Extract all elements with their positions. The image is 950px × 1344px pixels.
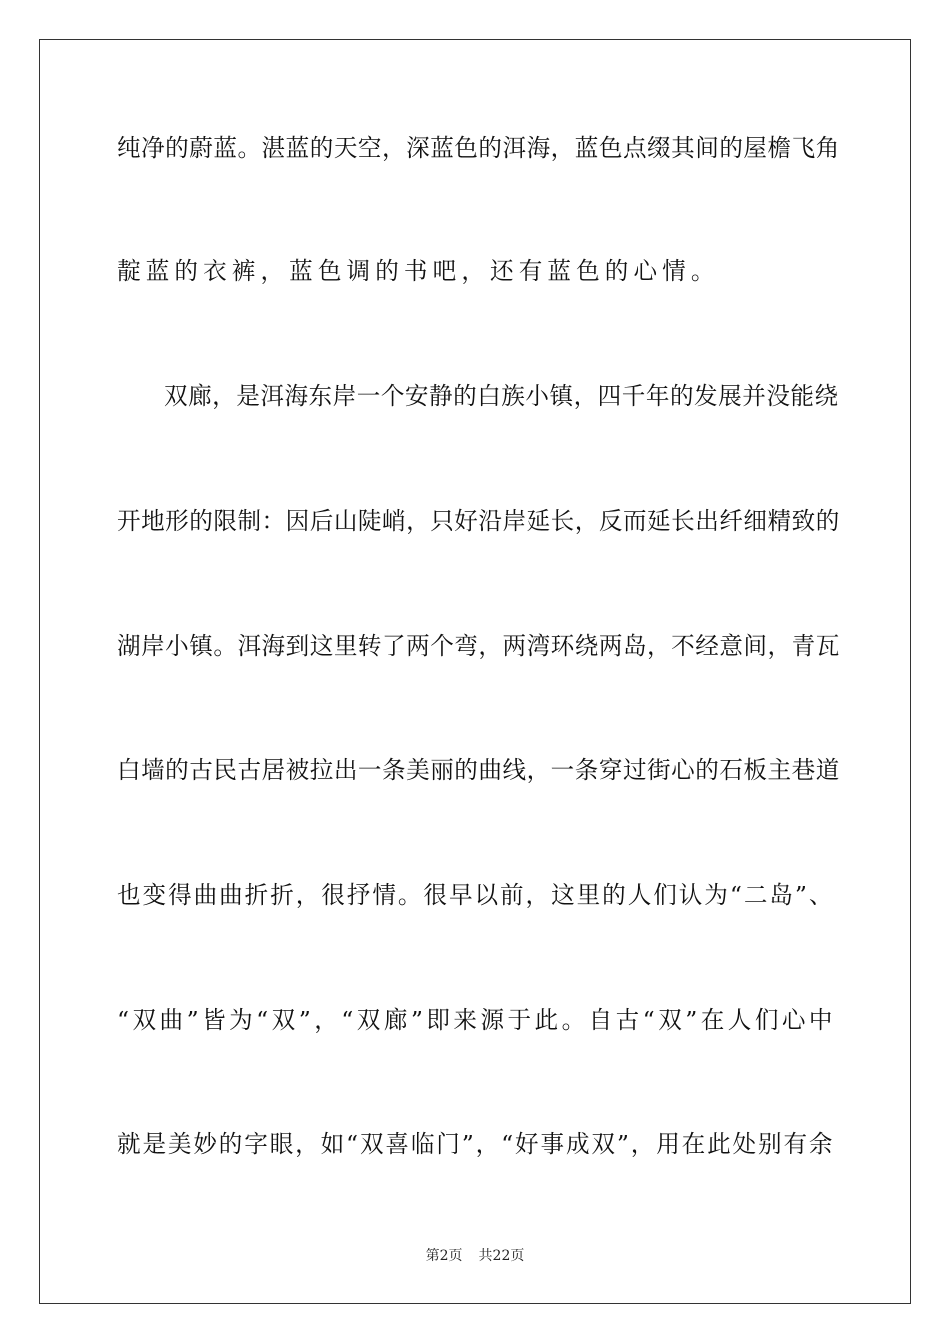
text-line: 也变得曲曲折折，很抒情。很早以前，这里的人们认为“二岛”、 xyxy=(117,881,833,909)
text-line: 靛蓝的衣裤，蓝色调的书吧，还有蓝色的心情。 xyxy=(117,257,720,285)
page-number: 第2页 xyxy=(425,1248,463,1264)
total-pages: 共22页 xyxy=(478,1248,525,1264)
page-footer xyxy=(0,1247,950,1265)
text-line: 白墙的古民古居被拉出一条美丽的曲线，一条穿过街心的石板主巷道 xyxy=(117,756,840,784)
page-border xyxy=(39,39,911,1304)
text-line: “双曲”皆为“双”，“双廊”即来源于此。自古“双”在人们心中 xyxy=(117,1006,833,1034)
text-line: 湖岸小镇。洱海到这里转了两个弯，两湾环绕两岛，不经意间，青瓦 xyxy=(117,632,840,660)
text-line: 纯净的蔚蓝。湛蓝的天空，深蓝色的洱海，蓝色点缀其间的屋檐飞角 xyxy=(117,134,840,162)
paragraph-first-line: 双廊，是洱海东岸一个安静的白族小镇，四千年的发展并没能绕 xyxy=(164,382,839,410)
text-line: 就是美妙的字眼，如“双喜临门”，“好事成双”，用在此处别有余 xyxy=(117,1130,833,1158)
text-line: 开地形的限制：因后山陡峭，只好沿岸延长，反而延长出纤细精致的 xyxy=(117,507,840,535)
